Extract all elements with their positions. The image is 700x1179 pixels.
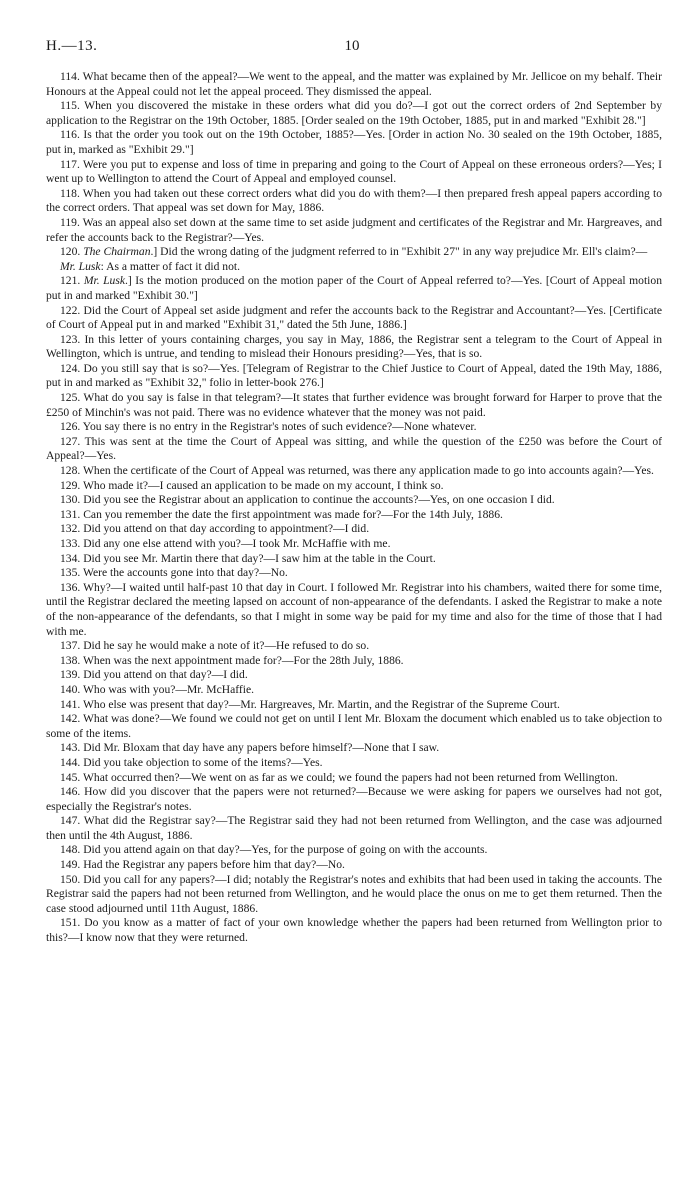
paragraph: 125. What do you say is false in that telegram?—It states that further evidence was brought forward for Harper to prove that the £250 of Minchin's was not paid. There was no evidence whatever that the money was not paid. — [46, 391, 662, 419]
paragraph: 121. Mr. Lusk.] Is the motion produced on the motion paper of the Court of Appeal referred to?—Yes. [Court of Appeal motion put in and marked "Exhibit 30."] — [46, 274, 662, 302]
paragraph: 133. Did any one else attend with you?—I took Mr. McHaffie with me. — [60, 537, 391, 550]
paragraph: 145. What occurred then?—We went on as far as we could; we found the papers had not been returned from Wellington. — [60, 770, 618, 784]
body-text — [46, 70, 662, 946]
page-number: 10 — [344, 38, 360, 54]
paragraph: 137. Did he say he would make a note of it?—He refused to do so. — [60, 639, 370, 653]
paragraph: 149. Had the Registrar any papers before him that day?—No. — [60, 858, 345, 872]
paragraph: 151. Do you know as a matter of fact of your own knowledge whether the papers had been returned from Wellington prior to this?—I know now that they were returned. — [46, 916, 662, 945]
paragraph: 123. In this letter of yours containing charges, you say in May, 1886, the Registrar sent a telegram to the Court of Appeal in Wellington, which is untrue, and tending to mislead their Honours presiding?—Yes, that is so. — [46, 332, 662, 361]
paragraph: 115. When you discovered the mistake in these orders what did you do?—I got out the correct orders of 2nd September by application to the Registrar on the 19th October, 1885. [Order sealed on the 19th October, 1885, put in and marked "Exhibit 28."] — [46, 99, 662, 127]
paragraph: 114. What became then of the appeal?—We went to the appeal, and the matter was explained by Mr. Jellicoe on my behalf. Their Honours at the Appeal could not let the appeal proceed. They dismissed the appeal. — [46, 70, 662, 98]
paragraph: 124. Do you still say that is so?—Yes. [Telegram of Registrar to the Chief Justice to Court of Appeal, dated the 19th May, 1886, put in and marked as "Exhibit 32," folio in letter-book 276.] — [46, 361, 662, 390]
paragraph: 127. This was sent at the time the Court of Appeal was sitting, and while the question of the £250 was before the Court of Appeal?—Yes. — [46, 434, 662, 463]
paragraph: 150. Did you call for any papers?—I did; notably the Registrar's notes and exhibits that had been used in taking the accounts. The Registrar said the papers had not been returned from Wellington, and he would place the onus on me to get them returned. Then the case stood adjourned until 11th August, 1886. — [46, 872, 662, 915]
paragraph: 146. How did you discover that the papers were not returned?—Because we were asking for papers we ourselves had not got, especially the Registrar's notes. — [46, 785, 662, 813]
paragraph: 147. What did the Registrar say?—The Registrar said they had not been returned from Wellington, and the case was adjourned then until the 4th August, 1886. — [46, 814, 662, 842]
paragraph: 141. Who else was present that day?—Mr. Hargreaves, Mr. Martin, and the Registrar of the Supreme Court. — [60, 697, 560, 711]
paragraph: 135. Were the accounts gone into that day?—No. — [60, 566, 288, 580]
paragraph: 139. Did you attend on that day?—I did. — [60, 668, 248, 682]
paragraph: 128. When the certificate of the Court of Appeal was returned, was there any application made to go into accounts again?—Yes. — [60, 464, 654, 478]
paragraph: 118. When you had taken out these correct orders what did you do with them?—I then prepared fresh appeal papers according to the correct orders. That appeal was set down for May, 1886. — [46, 186, 662, 215]
paragraph: 119. Was an appeal also set down at the same time to set aside judgment and certificates of the Registrar and Mr. Hargreaves, and refer the accounts back to the Registrar?—Yes. — [46, 215, 662, 244]
page-header — [46, 38, 658, 60]
paragraph: 144. Did you take objection to some of the items?—Yes. — [60, 755, 323, 769]
paragraph: 134. Did you see Mr. Martin there that day?—I saw him at the table in the Court. — [60, 551, 436, 565]
paragraph: 136. Why?—I waited until half-past 10 that day in Court. I followed Mr. Registrar into his chambers, waited there for some time, until the Registrar declared the meeting lapsed on account of non-appearance of the defendants. I asked the Registrar to make a note of the non-appearance of the defendants, so that I might in some way be paid for my time and also for the time of those that I had with me. — [46, 580, 662, 638]
paragraph: 138. When was the next appointment made for?—For the 28th July, 1886. — [60, 653, 404, 667]
paragraph: 148. Did you attend again on that day?—Yes, for the purpose of going on with the accounts. — [60, 843, 488, 857]
paragraph: 131. Can you remember the date the first appointment was made for?—For the 14th July, 1886. — [60, 507, 503, 521]
paragraph: 126. You say there is no entry in the Registrar's notes of such evidence?—None whatever. — [60, 420, 477, 434]
paragraph: 116. Is that the order you took out on the 19th October, 1885?—Yes. [Order in action No. 30 sealed on the 19th October, 1885, put in, marked as "Exhibit 29."] — [46, 128, 662, 156]
paragraph: 143. Did Mr. Bloxam that day have any papers before himself?—None that I saw. — [60, 741, 440, 755]
series-reference: H.—13. — [46, 38, 98, 54]
paragraph: 142. What was done?—We found we could not get on until I lent Mr. Bloxam the document which enabled us to take objection to some of the items. — [46, 712, 662, 740]
paragraph: 130. Did you see the Registrar about an application to continue the accounts?—Yes, on one occasion I did. — [60, 493, 555, 507]
paragraph: 129. Who made it?—I caused an application to be made on my account, I think so. — [60, 478, 444, 492]
paragraph: 122. Did the Court of Appeal set aside judgment and refer the accounts back to the Registrar and Accountant?—Yes. [Certificate of Court of Appeal put in and marked "Exhibit 31," dated the 5th June, 1886.] — [46, 303, 662, 332]
paragraph: 132. Did you attend on that day according to appointment?—I did. — [60, 522, 370, 536]
paragraph: 140. Who was with you?—Mr. McHaffie. — [60, 682, 255, 696]
paragraph: 120. The Chairman.] Did the wrong dating of the judgment referred to in "Exhibit 27" in any way prejudice Mr. Ell's claim?— — [60, 245, 648, 259]
paragraph: 117. Were you put to expense and loss of time in preparing and going to the Court of Appeal on these erroneous orders?—Yes; I went up to Wellington to attend the Court of Appeal and employed counsel. — [46, 157, 662, 186]
paragraph: Mr. Lusk: As a matter of fact it did not. — [60, 259, 241, 273]
